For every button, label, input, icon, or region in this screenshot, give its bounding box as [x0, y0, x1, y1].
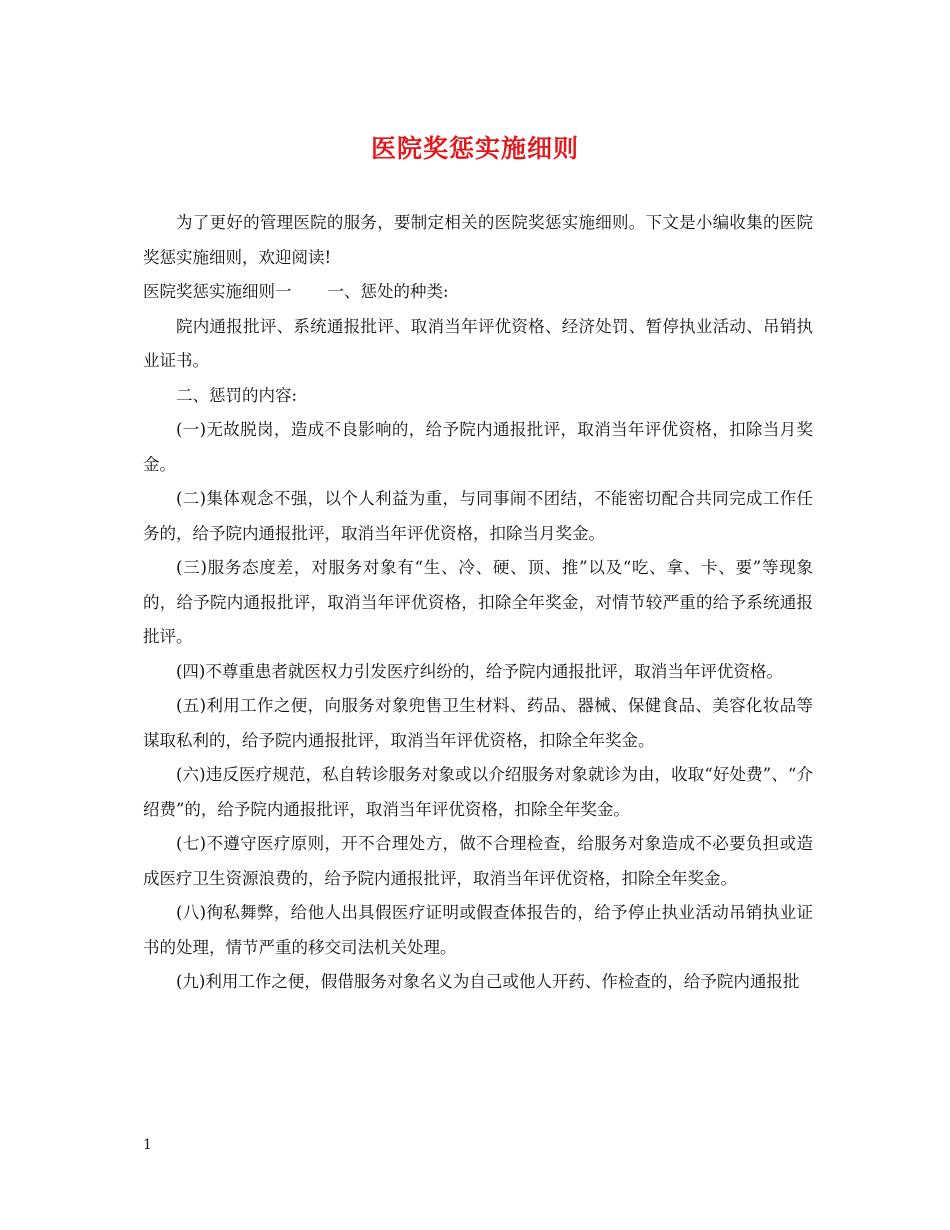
clause-item-3: (三)服务态度差，对服务对象有“生、冷、硬、顶、推”以及“吃、拿、卡、要”等现象的，给予院内通报批评，取消当年评优资格，扣除全年奖金，对情节较严重的给予系统通报批评。 — [143, 558, 813, 646]
document-body — [143, 206, 813, 1000]
clause-item-5: (五)利用工作之便，向服务对象兜售卫生材料、药品、器械、保健食品、美容化妆品等谋取私利的，给予院内通报批评，取消当年评优资格，扣除全年奖金。 — [143, 696, 813, 750]
page-number: 1 — [143, 1137, 152, 1153]
clause-item-8: (八)徇私舞弊，给他人出具假医疗证明或假查体报告的，给予停止执业活动吊销执业证书的处理，情节严重的移交司法机关处理。 — [143, 903, 813, 957]
section-subheading: 一、惩处的种类: — [327, 282, 449, 301]
clause-item-1: (一)无故脱岗，造成不良影响的，给予院内通报批评，取消当年评优资格，扣除当月奖金。 — [143, 420, 813, 474]
document-title: 医院奖惩实施细则 — [370, 134, 579, 163]
clause-item-6: (六)违反医疗规范，私自转诊服务对象或以介绍服务对象就诊为由，收取“好处费”、“介绍费”的，给予院内通报批评，取消当年评优资格，扣除全年奖金。 — [143, 765, 813, 819]
clause-item-7: (七)不遵守医疗原则，开不合理处方，做不合理检查，给服务对象造成不必要负担或造成医疗卫生资源浪费的，给予院内通报批评，取消当年评优资格，扣除全年奖金。 — [143, 834, 813, 888]
clause-item-4: (四)不尊重患者就医权力引发医疗纠纷的，给予院内通报批评，取消当年评优资格。 — [176, 661, 783, 681]
clause-item-2: (二)集体观念不强，以个人利益为重，与同事闹不团结，不能密切配合共同完成工作任务的，给予院内通报批评，取消当年评优资格，扣除当月奖金。 — [143, 489, 813, 543]
clause-item-9: (九)利用工作之便，假借服务对象名义为自己或他人开药、作检查的，给予院内通报批 — [176, 972, 800, 991]
section-heading: 医院奖惩实施细则一 — [143, 282, 292, 301]
content-heading: 二、惩罚的内容: — [176, 385, 298, 405]
punishment-types-paragraph: 院内通报批评、系统通报批评、取消当年评优资格、经济处罚、暂停执业活动、吊销执业证书。 — [143, 316, 813, 370]
intro-paragraph: 为了更好的管理医院的服务，要制定相关的医院奖惩实施细则。下文是小编收集的医院奖惩实施细则，欢迎阅读! — [143, 213, 813, 267]
section-heading-line — [143, 275, 813, 310]
